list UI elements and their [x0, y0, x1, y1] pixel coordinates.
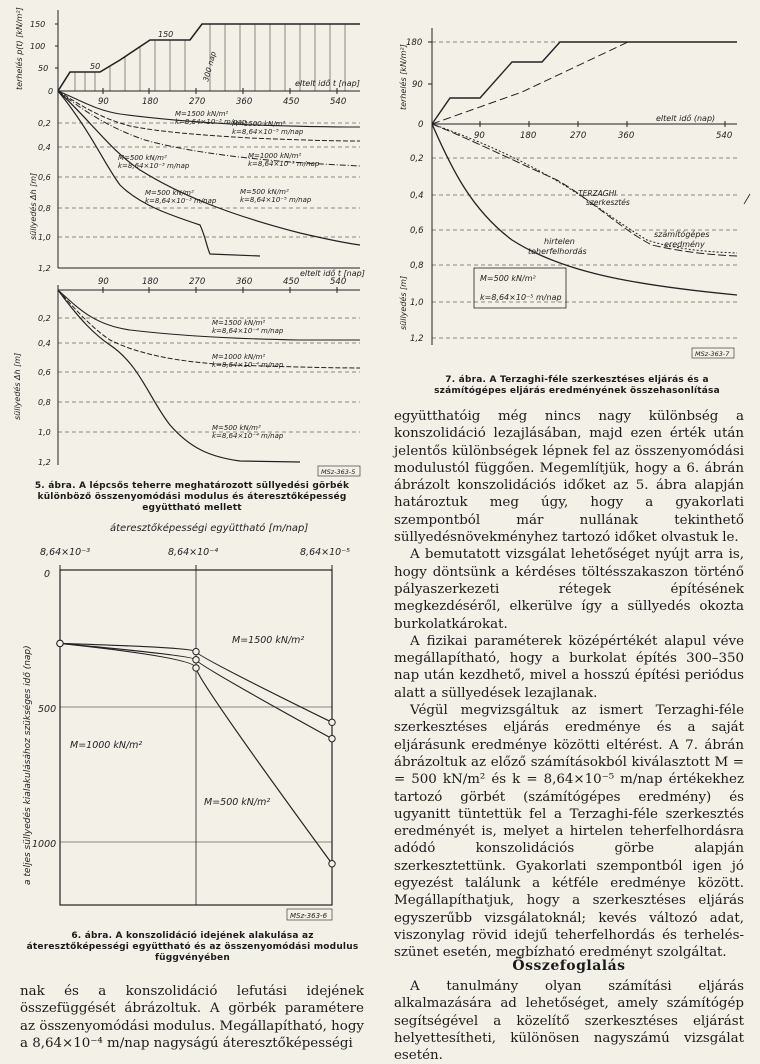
- tick-label: 270: [189, 277, 206, 287]
- x-axis-label: eltelt idő t [nap]: [300, 269, 365, 278]
- paragraph: A tanulmány olyan számítási eljárás alkalmazására ad lehetőséget, amely számítógép segítségével a közelítő szerkesztéses eljárást helyettesítheti, különösen nagyszámú vizsgálat esetén.: [394, 979, 744, 1064]
- curve-label: k=8,64×10⁻⁴ m/nap: [212, 432, 284, 440]
- load-label: 300 nap: [201, 50, 218, 83]
- tick-label: 540: [330, 277, 347, 287]
- y-axis-label: a teljes süllyedés kialakulásához szükséges idő (nap): [23, 645, 33, 885]
- curve-label: M=1500 kN/m²: [232, 120, 286, 128]
- curve-label: M=1500 kN/m²: [232, 635, 305, 646]
- tick-label: 8,64×10⁻⁵: [300, 547, 351, 558]
- tick-label: 0,2: [38, 314, 51, 323]
- tick-label: 180: [142, 97, 159, 107]
- tick-label: 270: [570, 131, 587, 141]
- paragraph: A fizikai paraméterek középértékét alapul véve megállapítható, hogy a burkolat építés 300–350 nap után kezdhető, mivel a hosszú építési periódus alatt a süllyedések lezajlanak.: [394, 633, 744, 701]
- data-point: [193, 665, 199, 671]
- curve-label: k=8,64×10⁻³ m/nap: [175, 118, 247, 126]
- y-axis-label: terhelés [kN/m²]: [399, 44, 408, 110]
- curve-label: M=500 kN/m²: [118, 154, 167, 162]
- curve-label: k=8,64×10⁻⁵ m/nap: [232, 128, 304, 136]
- tick-label: 8,64×10⁻⁴: [168, 547, 219, 558]
- tick-label: 360: [236, 277, 253, 287]
- data-point: [57, 640, 63, 646]
- figure-stamp: MSz-363-7: [695, 350, 730, 358]
- data-point: [329, 861, 335, 867]
- tick-label: 180: [406, 38, 423, 48]
- tick-label: 1,2: [38, 264, 51, 273]
- curve-label: teherfelhordás: [528, 247, 587, 256]
- curve-label: hirtelen: [544, 237, 575, 246]
- legend-label: k=8,64×10⁻⁵ m/nap: [480, 293, 562, 302]
- tick-label: 0,8: [410, 261, 424, 271]
- summary-text: [394, 978, 744, 1064]
- tick-label: 0,2: [38, 119, 51, 128]
- tick-label: 90: [474, 131, 485, 141]
- curve-label: k=8,64×10⁻⁵ m/nap: [240, 196, 312, 204]
- curve-label: k=8,64×10⁻³ m/nap: [118, 162, 190, 170]
- y-axis-label: süllyedés Δh [m]: [29, 172, 38, 240]
- tick-label: 0,4: [410, 191, 424, 201]
- tick-label: 500: [38, 704, 57, 715]
- chart-title: áteresztőképességi együttható [m/nap]: [110, 523, 309, 534]
- paragraph: együtthatóig még nincs nagy különbség a konszolidáció lezajlásában, majd ezen érték után jelentős különbségek lépnek fel az összenyomódási modulustól függően. Megemlítjük, hogy a 6. ábrán ábrázolt konszolidációs időket az 5. ábra alapján határoztuk meg úgy, hogy a gyakorlati szempontból már nullának tekinthető süllyedésnövekményhez tartozó időket olvastuk le.: [394, 409, 744, 546]
- curve-label: M=1500 kN/m²: [212, 319, 266, 327]
- left-column-text: [20, 983, 364, 1052]
- tick-label: 0,8: [38, 204, 51, 213]
- tick-label: 360: [236, 97, 253, 107]
- tick-label: 1,2: [38, 458, 51, 467]
- tick-label: 1,0: [38, 428, 51, 437]
- curve-label: k=8,64×10⁻³ m/nap: [145, 197, 217, 205]
- tick-label: 450: [283, 277, 300, 287]
- figure-7: [392, 0, 760, 375]
- tick-label: 0,8: [38, 398, 51, 407]
- tick-label: 180: [520, 131, 537, 141]
- figure-6: [0, 515, 385, 935]
- curve-label: M=1500 kN/m²: [175, 110, 229, 118]
- tick-label: 0: [418, 120, 424, 130]
- tick-label: 8,64×10⁻³: [40, 547, 91, 558]
- curve-label: TERZAGHI: [578, 189, 617, 198]
- section-title: Összefoglalás: [512, 958, 626, 974]
- curve-label: M=500 kN/m²: [240, 188, 289, 196]
- curve-label: k=8,64×10⁻⁵ m/nap: [248, 160, 320, 168]
- curve-label: számítógépes: [654, 230, 710, 239]
- tick-label: 1000: [32, 839, 57, 850]
- x-axis-label: eltelt idő t [nap]: [295, 79, 360, 88]
- figure-5: [0, 0, 385, 480]
- tick-label: 0: [48, 87, 54, 96]
- tick-label: 540: [330, 97, 347, 107]
- figure-stamp: MSz-363-5: [321, 468, 356, 476]
- tick-label: 450: [283, 97, 300, 107]
- tick-label: 0,4: [38, 143, 51, 152]
- tick-label: 270: [189, 97, 206, 107]
- figure-6-caption: 6. ábra. A konszolidáció idejének alakulása az áteresztőképességi együttható és az összenyomódási modulus függvényében: [26, 931, 359, 963]
- tick-label: 90: [412, 80, 423, 90]
- tick-label: 540: [716, 131, 733, 141]
- curve-label: M=500 kN/m²: [145, 189, 194, 197]
- curve-label: M=1000 kN/m²: [212, 353, 266, 361]
- curve-label: M=500 kN/m²: [204, 797, 271, 808]
- tick-label: 360: [618, 131, 635, 141]
- right-column-text: [394, 408, 744, 962]
- tick-label: 0,6: [410, 226, 424, 236]
- curve-label: szerkesztés: [586, 198, 630, 207]
- curve-label: k=8,64×10⁻⁴ m/nap: [212, 327, 284, 335]
- paragraph: nak és a konszolidáció lefutási idejének összefüggését ábrázoltuk. A görbék paramétere az összenyomódási modulus. Megállapítható, hogy a 8,64×10⁻⁴ m/nap nagyságú áteresztőképességi: [20, 984, 364, 1051]
- tick-label: 0,6: [38, 368, 51, 377]
- curve-label: M=1000 kN/m²: [70, 740, 143, 751]
- curve-label: M=1000 kN/m²: [248, 152, 302, 160]
- curve-label: eredmény: [664, 240, 705, 249]
- y-axis-label: süllyedés Δh [m]: [13, 352, 22, 420]
- tick-label: 90: [98, 97, 109, 107]
- data-point: [329, 719, 335, 725]
- figure-5-caption: 5. ábra. A lépcsős teherre meghatározott süllyedési görbék különböző összenyomódási modulus és áteresztőképesség együttható mellett: [34, 481, 350, 513]
- y-axis-label: süllyedés [m]: [399, 275, 408, 330]
- curve-label: k=8,64×10⁻⁴ m/nap: [212, 361, 284, 369]
- tick-label: 1,0: [38, 233, 51, 242]
- paragraph: Végül megvizsgáltuk az ismert Terzaghi-féle szerkesztéses eljárás eredménye és a saját eljárásunk eredménye közötti eltérést. A 7. ábrán ábrázoltuk az előző számításokból kiválasztott M = = 500 kN/m² és k = 8,64×10⁻⁵ m/nap értékekhez tartozó görbét (számítógépes eredmény) és ugyanitt tüntettük fel a Terzaghi-féle szerkesztés eredményét is, melyet a hirtelen teherfelhordásra adódó konszolidációs görbe alapján szerkesztettünk. Gyakorlati szempontból igen jó egyezést találunk a kétféle eredménye között. Megállapíthatjuk, hogy a szerkesztéses eljárás egyszerűbb vizsgálatoknál; kevés változó adat, viszonylag rövid idejű teherfelhordás és terhelés-szünet esetén, megbízható eredményt szolgáltat.: [394, 703, 744, 961]
- tick-label: 0,4: [38, 339, 51, 348]
- tick-label: 0: [44, 569, 51, 580]
- tick-label: 100: [30, 42, 46, 51]
- load-label: 50: [90, 62, 101, 71]
- data-point: [329, 735, 335, 741]
- legend-label: M=500 kN/m²: [480, 274, 536, 283]
- data-point: [193, 657, 199, 663]
- curve-label: M=500 kN/m²: [212, 424, 261, 432]
- x-axis-label: eltelt idő (nap): [656, 114, 716, 123]
- tick-label: 1,0: [410, 298, 424, 308]
- paragraph: A bemutatott vizsgálat lehetőséget nyújt arra is, hogy döntsünk a kérdéses töltésszakaszon történő pályaszerkezeti rétegek építésének megkezdéséről, elkerülve így a süllyedés okozta burkolatkárokat.: [394, 547, 744, 632]
- tick-label: 50: [38, 64, 49, 73]
- tick-label: 150: [30, 20, 46, 29]
- y-axis-label: terhelés p(t) [kN/m²]: [15, 7, 24, 90]
- tick-label: 1,2: [410, 334, 424, 344]
- data-point: [193, 648, 199, 654]
- tick-label: 0,2: [410, 154, 424, 164]
- tick-label: 90: [98, 277, 109, 287]
- tick-label: 180: [142, 277, 159, 287]
- figure-stamp: MSz-363-6: [290, 912, 328, 920]
- figure-7-caption: 7. ábra. A Terzaghi-féle szerkesztéses eljárás és a számítógépes eljárás eredményének összehasonlítása: [434, 375, 720, 396]
- tick-label: 0,6: [38, 173, 51, 182]
- load-label: 150: [158, 30, 174, 39]
